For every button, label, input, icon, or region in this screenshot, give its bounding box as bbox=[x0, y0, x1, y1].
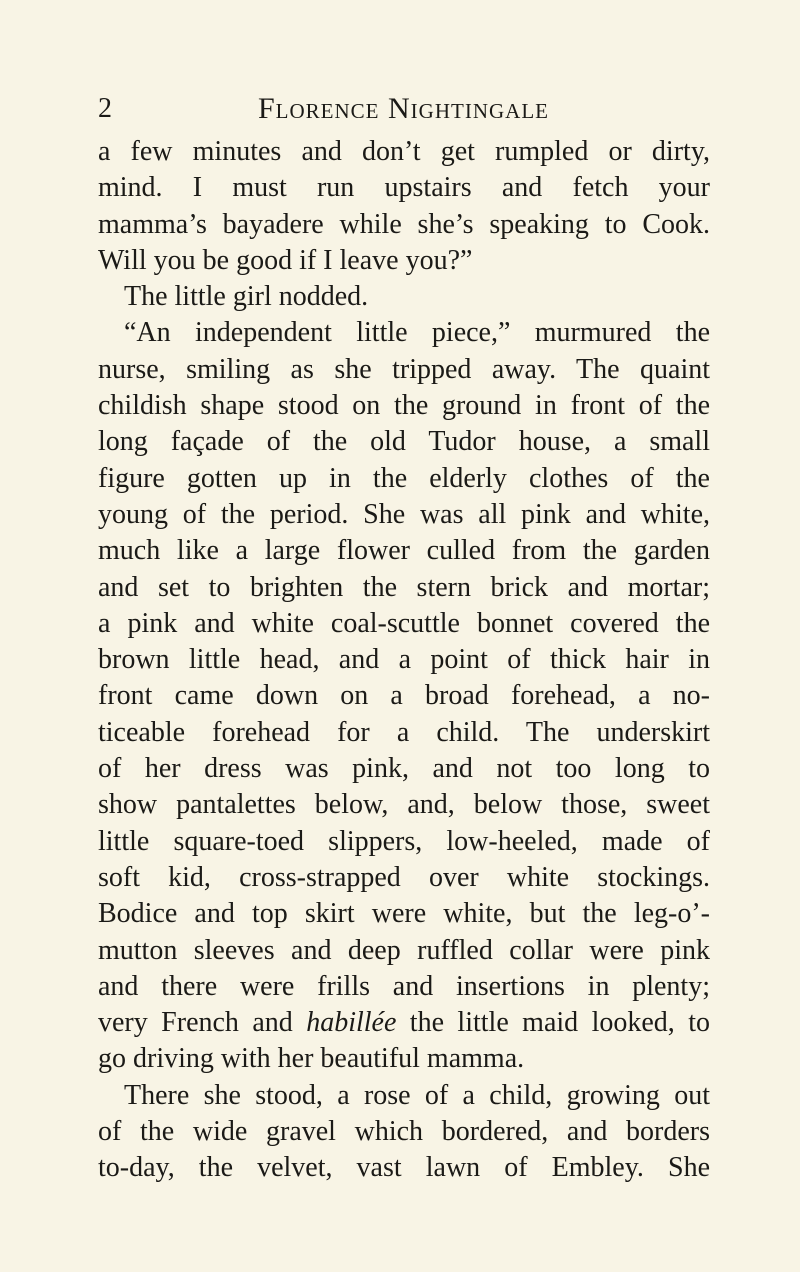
text-line: show pantalettes below, and, below those, sweet bbox=[98, 789, 710, 821]
text-line: go driving with her beautiful mamma. bbox=[98, 1043, 525, 1075]
text-line-with-italic bbox=[98, 1005, 710, 1041]
text-line: little square-toed slippers, low-heeled, made of bbox=[98, 825, 710, 857]
page-number: 2 bbox=[98, 93, 112, 124]
text-line: a few minutes and don’t get rumpled or dirty, bbox=[98, 136, 710, 167]
text-line: mutton sleeves and deep ruffled collar were pink bbox=[98, 934, 710, 966]
text-line: nurse, smiling as she tripped away. The quaint bbox=[98, 353, 710, 385]
text-line: There she stood, a rose of a child, growing out bbox=[124, 1079, 710, 1111]
text-line-start: very French and bbox=[98, 1007, 307, 1039]
text-line: much like a large flower culled from the garden bbox=[98, 535, 710, 567]
text-line: to-day, the velvet, vast lawn of Embley. She bbox=[98, 1152, 710, 1184]
text-line: of her dress was pink, and not too long to bbox=[98, 753, 710, 785]
text-line: long façade of the old Tudor house, a small bbox=[98, 426, 710, 458]
text-line: front came down on a broad forehead, a no- bbox=[98, 680, 710, 712]
text-line: mind. I must run upstairs and fetch your bbox=[98, 172, 710, 204]
text-line: and set to brighten the stern brick and mortar; bbox=[98, 571, 710, 603]
text-line: mamma’s bayadere while she’s speaking to Cook. bbox=[98, 208, 710, 240]
text-line: of the wide gravel which bordered, and borders bbox=[98, 1116, 710, 1148]
running-head bbox=[98, 92, 708, 126]
text-line: young of the period. She was all pink and white, bbox=[98, 498, 710, 530]
text-line: a pink and white coal-scuttle bonnet covered the bbox=[98, 607, 710, 639]
text-line: childish shape stood on the ground in front of the bbox=[98, 390, 710, 422]
text-line: The little girl nodded. bbox=[124, 281, 369, 313]
text-line-end: the little maid looked, to bbox=[396, 1007, 710, 1039]
running-title: Florence Nightingale bbox=[258, 92, 549, 125]
body-text bbox=[98, 134, 710, 1187]
text-line: figure gotten up in the elderly clothes of the bbox=[98, 462, 710, 494]
text-line: soft kid, cross-strapped over white stockings. bbox=[98, 861, 710, 893]
text-line: Will you be good if I leave you?” bbox=[98, 244, 473, 276]
text-line: brown little head, and a point of thick hair in bbox=[98, 644, 710, 676]
text-line: Bodice and top skirt were white, but the leg-o’- bbox=[98, 898, 710, 930]
text-line: ticeable forehead for a child. The underskirt bbox=[98, 716, 710, 748]
italic-word: habillée bbox=[306, 1007, 397, 1039]
text-line: “An independent little piece,” murmured the bbox=[124, 317, 710, 349]
text-line: and there were frills and insertions in plenty; bbox=[98, 970, 710, 1002]
